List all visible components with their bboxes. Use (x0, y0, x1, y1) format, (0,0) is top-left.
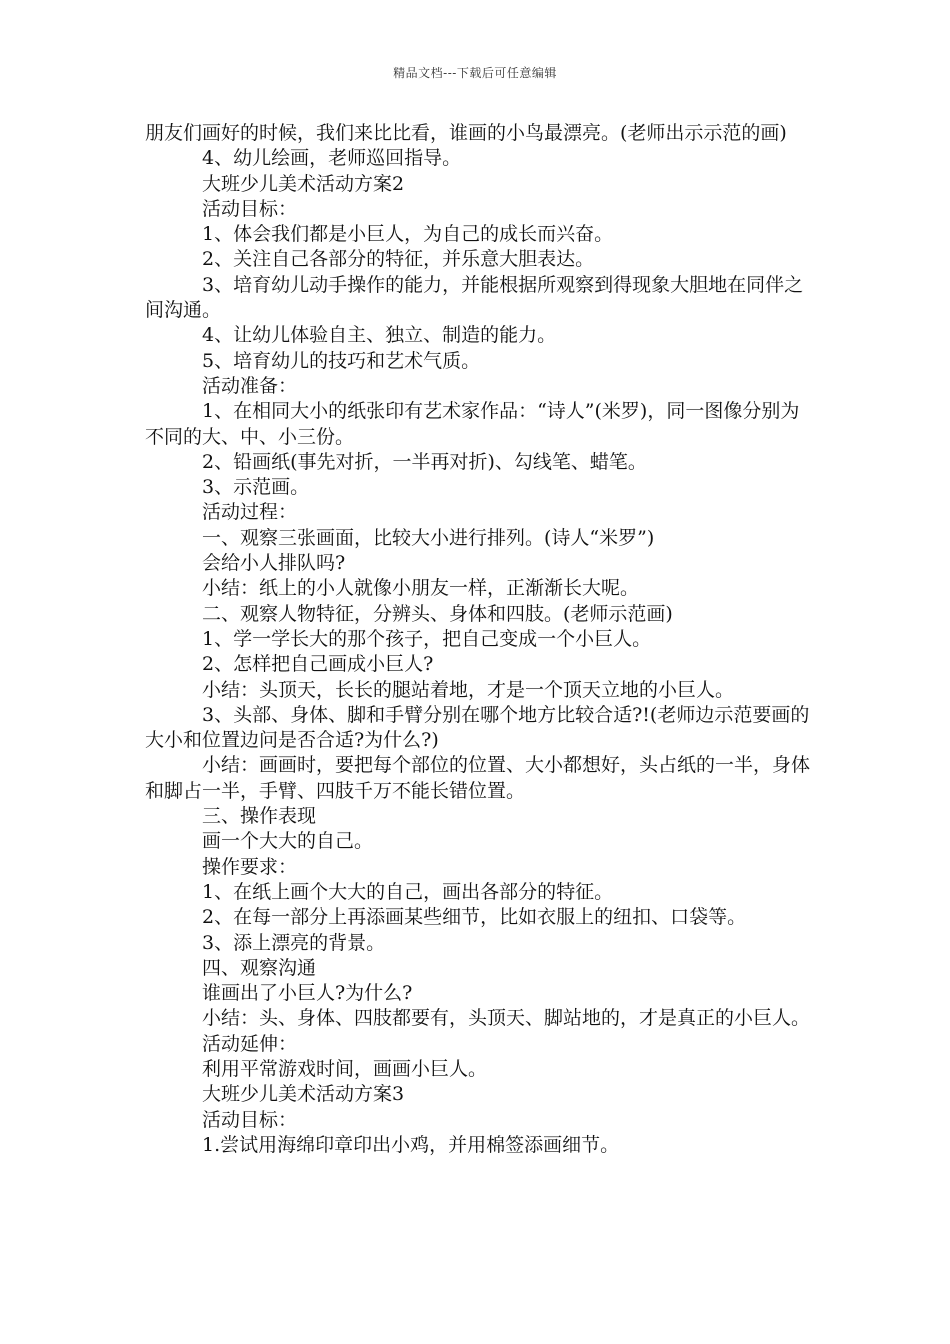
paragraph: 活动目标： (202, 1108, 298, 1131)
paragraph: 活动目标： (202, 197, 298, 220)
paragraph: 1.尝试用海绵印章印出小鸡，并用棉签添画细节。 (202, 1133, 620, 1156)
paragraph: 3、示范画。 (202, 476, 310, 499)
paragraph: 小结：画画时，要把每个部位的位置、大小都想好，头占纸的一半，身体和脚占一半，手臂、四肢千万不能长错位置。 (145, 754, 811, 802)
paragraph: 4、幼儿绘画，老师巡回指导。 (202, 147, 462, 170)
paragraph: 小结：头顶天，长长的腿站着地，才是一个顶天立地的小巨人。 (202, 678, 735, 701)
paragraph: 4、让幼儿体验自主、独立、制造的能力。 (202, 324, 557, 347)
paragraph: 1、在相同大小的纸张印有艺术家作品：“诗人”(米罗)，同一图像分别为不同的大、中、小三份。 (145, 400, 800, 448)
paragraph: 1、学一学长大的那个孩子，把自己变成一个小巨人。 (202, 627, 652, 650)
paragraph: 5、培育幼儿的技巧和艺术气质。 (202, 349, 481, 372)
paragraph: 操作要求： (202, 855, 298, 878)
paragraph: 大班少儿美术活动方案3 (202, 1083, 405, 1106)
paragraph: 2、在每一部分上再添画某些细节，比如衣服上的纽扣、口袋等。 (202, 906, 747, 929)
paragraph: 会给小人排队吗? (202, 552, 346, 575)
paragraph: 3、添上漂亮的背景。 (202, 931, 386, 954)
paragraph: 小结：头、身体、四肢都要有，头顶天、脚站地的，才是真正的小巨人。 (202, 1007, 811, 1030)
paragraph: 1、在纸上画个大大的自己，画出各部分的特征。 (202, 880, 614, 903)
paragraph: 2、铅画纸(事先对折，一半再对折)、勾线笔、蜡笔。 (202, 450, 647, 473)
paragraph: 四、观察沟通 (202, 956, 317, 979)
paragraph: 活动过程： (202, 501, 298, 524)
paragraph: 大班少儿美术活动方案2 (202, 172, 405, 195)
paragraph: 3、培育幼儿动手操作的能力，并能根据所观察到得现象大胆地在同伴之间沟通。 (145, 273, 804, 322)
paragraph: 活动延伸： (202, 1032, 298, 1055)
paragraph: 画一个大大的自己。 (202, 830, 374, 853)
paragraph: 小结：纸上的小人就像小朋友一样，正渐渐长大呢。 (202, 577, 640, 600)
paragraph: 谁画出了小巨人?为什么? (202, 982, 413, 1005)
paragraph: 1、体会我们都是小巨人，为自己的成长而兴奋。 (202, 223, 614, 246)
paragraph: 3、头部、身体、脚和手臂分别在哪个地方比较合适?!(老师边示范要画的大小和位置边问是否合适?为什么?) (145, 703, 810, 752)
paragraph: 利用平常游戏时间，画画小巨人。 (202, 1057, 488, 1080)
paragraph: 二、观察人物特征，分辨头、身体和四肢。(老师示范画) (202, 602, 673, 625)
paragraph: 朋友们画好的时候，我们来比比看，谁画的小鸟最漂亮。(老师出示示范的画) (145, 122, 787, 144)
paragraph: 一、观察三张画面，比较大小进行排列。(诗人“米罗”) (202, 526, 655, 549)
page-header: 精品文档---下载后可任意编辑 (393, 66, 557, 80)
paragraph: 2、关注自己各部分的特征，并乐意大胆表达。 (202, 248, 595, 271)
document-body (145, 121, 815, 1158)
paragraph: 活动准备： (202, 374, 298, 397)
paragraph: 2、怎样把自己画成小巨人? (202, 653, 434, 676)
paragraph: 三、操作表现 (202, 805, 317, 828)
